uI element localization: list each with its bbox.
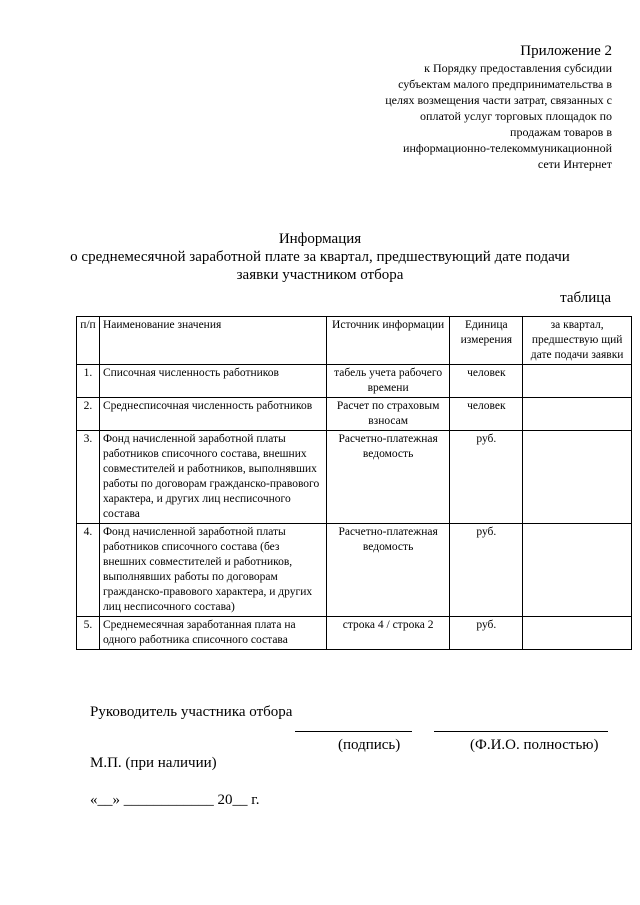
table-label: таблица	[560, 290, 611, 306]
signature-line[interactable]	[295, 731, 412, 732]
row-name: Списочная численность работников	[99, 365, 326, 398]
row-unit: руб.	[450, 431, 523, 524]
table-row	[77, 524, 632, 617]
row-value-cell[interactable]	[523, 617, 632, 650]
document-title: Информация	[278, 231, 362, 247]
appendix-title: Приложение 2	[520, 43, 612, 59]
fio-caption: (Ф.И.О. полностью)	[470, 737, 599, 753]
row-unit: человек	[450, 365, 523, 398]
appendix-line: к Порядку предоставления субсидии	[424, 61, 612, 75]
appendix-line: целях возмещения части затрат, связанных с	[385, 93, 612, 107]
row-unit: руб.	[450, 524, 523, 617]
appendix-line: сети Интернет	[537, 157, 612, 171]
date-line: «__» ____________ 20__ г.	[90, 792, 260, 808]
appendix-line: оплатой услуг торговых площадок по	[420, 109, 612, 123]
row-value-cell[interactable]	[523, 365, 632, 398]
row-num: 1.	[77, 365, 100, 398]
table-row	[77, 431, 632, 524]
row-name: Среднемесячная заработанная плата на одного работника списочного состава	[99, 617, 326, 650]
row-name: Среднесписочная численность работников	[99, 398, 326, 431]
header-unit: Единица измерения	[450, 317, 523, 365]
head-label: Руководитель участника отбора	[90, 704, 293, 720]
header-name: Наименование значения	[99, 317, 326, 365]
appendix-block	[342, 42, 612, 172]
table-row	[77, 617, 632, 650]
appendix-line: субъектам малого предпринимательства в	[398, 77, 612, 91]
document-subtitle: заявки участником отбора	[236, 267, 404, 283]
row-name: Фонд начисленной заработной платы работников списочного состава, внешних совместителей и работников, выполнявших работы по договорам гражданско-правового характера, и других лиц несписочного состава	[99, 431, 326, 524]
row-source: Расчет по страховым взносам	[326, 398, 450, 431]
row-num: 4.	[77, 524, 100, 617]
fio-line[interactable]	[434, 731, 608, 732]
appendix-line: продажам товаров в	[510, 125, 612, 139]
table-row	[77, 365, 632, 398]
appendix-line: информационно-телекоммуникационной	[403, 141, 612, 155]
row-source: табель учета рабочего времени	[326, 365, 450, 398]
salary-table	[76, 316, 632, 650]
row-num: 5.	[77, 617, 100, 650]
row-source: Расчетно-платежная ведомость	[326, 431, 450, 524]
row-source: строка 4 / строка 2	[326, 617, 450, 650]
row-value-cell[interactable]	[523, 524, 632, 617]
table-header-row	[77, 317, 632, 365]
table-row	[77, 398, 632, 431]
signature-caption: (подпись)	[338, 737, 401, 753]
row-name: Фонд начисленной заработной платы работников списочного состава (без внешних совместителей и работников, выполнявших работы по договорам гражданско-правового характера, и других лиц несписочного состава)	[99, 524, 326, 617]
row-num: 3.	[77, 431, 100, 524]
row-value-cell[interactable]	[523, 398, 632, 431]
header-value: за квартал, предшествую щий дате подачи заявки	[523, 317, 632, 365]
row-unit: руб.	[450, 617, 523, 650]
document-subtitle: о среднемесячной заработной плате за квартал, предшествующий дате подачи	[70, 249, 570, 265]
document-heading	[60, 230, 580, 284]
header-num: п/п	[77, 317, 100, 365]
header-source: Источник информации	[326, 317, 450, 365]
row-value-cell[interactable]	[523, 431, 632, 524]
row-unit: человек	[450, 398, 523, 431]
stamp-label: М.П. (при наличии)	[90, 755, 217, 771]
row-num: 2.	[77, 398, 100, 431]
row-source: Расчетно-платежная ведомость	[326, 524, 450, 617]
